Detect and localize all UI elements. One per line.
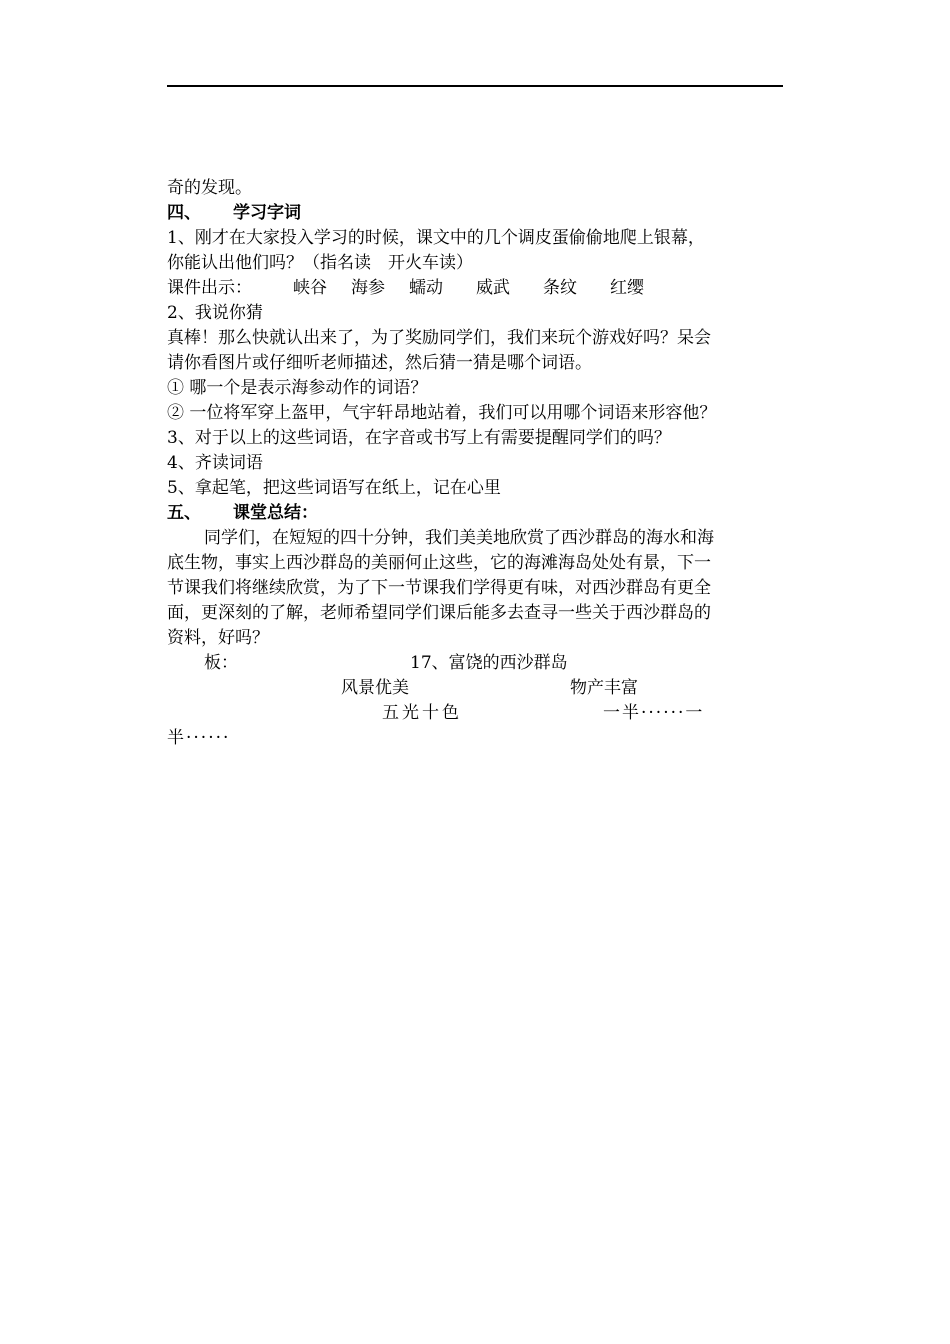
word-5: 条纹 xyxy=(543,278,577,298)
question-1: ① 哪一个是表示海参动作的词语？ xyxy=(167,378,428,398)
section-5-title: 课堂总结： xyxy=(233,503,318,523)
section-4-title: 学习字词 xyxy=(233,203,301,223)
word-2: 海参 xyxy=(351,278,385,298)
summary-line-2: 底生物，事实上西沙群岛的美丽何止这些，它的海滩海岛处处有景，下一 xyxy=(167,553,711,573)
board-right-item: 一半······一 xyxy=(603,703,705,723)
item-2-paragraph-1: 真棒！那么快就认出来了，为了奖励同学们，我们来玩个游戏好吗？呆会 xyxy=(167,328,711,348)
header-rule xyxy=(167,85,783,87)
word-3: 蠕动 xyxy=(409,278,443,298)
word-1: 峡谷 xyxy=(293,278,327,298)
word-4: 威武 xyxy=(476,278,510,298)
item-1-line-1: 1、刚才在大家投入学习的时候，课文中的几个调皮蛋偷偷地爬上银幕， xyxy=(167,228,705,248)
continuation-text: 奇的发现。 xyxy=(167,178,252,198)
section-5-number: 五、 xyxy=(167,503,201,523)
item-5: 5、拿起笔，把这些词语写在纸上，记在心里 xyxy=(167,478,501,498)
item-1-line-2: 你能认出他们吗？（指名读 开火车读） xyxy=(167,253,473,273)
section-4-heading xyxy=(167,201,301,225)
board-left-head: 风景优美 xyxy=(341,678,409,698)
courseware-label: 课件出示： xyxy=(167,278,252,298)
question-2: ② 一位将军穿上盔甲，气宇轩昂地站着，我们可以用哪个词语来形容他？ xyxy=(167,403,717,423)
summary-line-1: 同学们，在短短的四十分钟，我们美美地欣赏了西沙群岛的海水和海 xyxy=(204,528,714,548)
item-3: 3、对于以上的这些词语，在字音或书写上有需要提醒同学们的吗？ xyxy=(167,428,671,448)
summary-line-4: 面，更深刻的了解，老师希望同学们课后能多去查寻一些关于西沙群岛的 xyxy=(167,603,711,623)
board-right-head: 物产丰富 xyxy=(570,678,638,698)
item-2-heading: 2、我说你猜 xyxy=(167,303,263,323)
board-title: 17、富饶的西沙群岛 xyxy=(410,653,568,673)
item-4: 4、齐读词语 xyxy=(167,453,263,473)
board-left-item: 五光十色 xyxy=(382,703,462,723)
board-label: 板： xyxy=(204,653,238,673)
item-2-paragraph-2: 请你看图片或仔细听老师描述，然后猜一猜是哪个词语。 xyxy=(167,353,592,373)
section-5-heading xyxy=(167,501,318,525)
summary-line-3: 节课我们将继续欣赏，为了下一节课我们学得更有味，对西沙群岛有更全 xyxy=(167,578,711,598)
board-wrap-line: 半······ xyxy=(167,728,231,748)
word-6: 红缨 xyxy=(610,278,644,298)
courseware-line xyxy=(167,276,644,300)
section-4-number: 四、 xyxy=(167,203,201,223)
summary-line-5: 资料，好吗？ xyxy=(167,628,269,648)
